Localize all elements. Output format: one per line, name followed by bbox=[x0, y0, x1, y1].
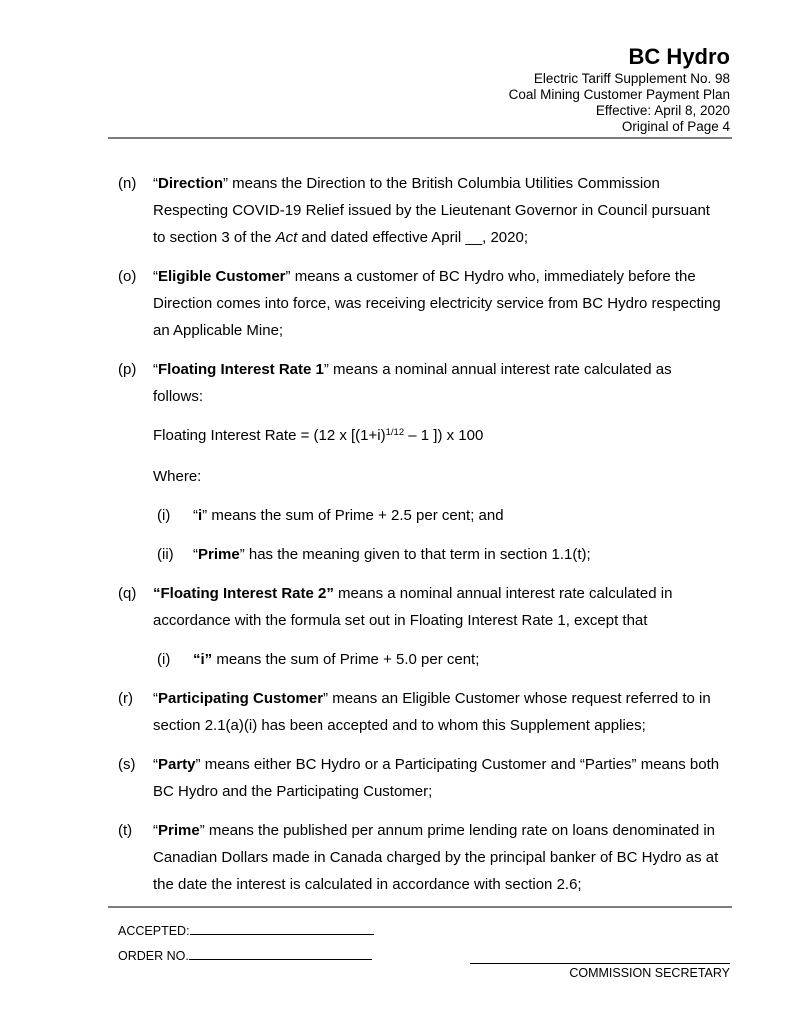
item-text: “i” means the sum of Prime + 5.0 per cent; bbox=[193, 651, 480, 668]
definition-item bbox=[118, 356, 725, 410]
definition-item bbox=[118, 170, 725, 251]
header-plan-line: Coal Mining Customer Payment Plan bbox=[508, 87, 730, 102]
item-label: (q) bbox=[118, 585, 137, 602]
commission-secretary-label: COMMISSION SECRETARY bbox=[569, 966, 730, 980]
header-effective-date: Effective: April 8, 2020 bbox=[595, 103, 730, 118]
definition-item bbox=[118, 685, 725, 739]
header-divider bbox=[108, 137, 732, 139]
item-label: (n) bbox=[118, 175, 137, 192]
footer-divider bbox=[108, 906, 732, 908]
company-name: BC Hydro bbox=[628, 44, 730, 69]
item-label: (t) bbox=[118, 822, 133, 839]
item-label: (p) bbox=[118, 361, 137, 378]
definition-item bbox=[118, 580, 725, 634]
definition-item bbox=[118, 263, 725, 344]
item-text: “i” means the sum of Prime + 2.5 per cent; and bbox=[193, 507, 504, 524]
order-number-label: ORDER NO. bbox=[118, 949, 189, 963]
item-text: “Participating Customer” means an Eligible Customer whose request referred to in section 2.1(a)(i) has been accepted and to whom this Supplement applies; bbox=[153, 690, 711, 734]
order-number-row bbox=[118, 944, 374, 969]
item-label: (ii) bbox=[157, 546, 174, 563]
item-label bbox=[118, 422, 153, 451]
item-text: “Party” means either BC Hydro or a Participating Customer and “Parties” means both BC Hydro and the Participating Customer; bbox=[153, 756, 720, 800]
order-number-blank-line bbox=[189, 947, 372, 960]
header-supplement-line: Electric Tariff Supplement No. 98 bbox=[533, 71, 730, 86]
definition-item bbox=[118, 817, 725, 898]
formula-line bbox=[118, 422, 725, 451]
signature-line bbox=[470, 949, 730, 964]
text-block bbox=[118, 463, 725, 490]
item-label: (o) bbox=[118, 268, 137, 285]
definitions-list bbox=[118, 170, 725, 910]
item-label: (s) bbox=[118, 756, 136, 773]
item-text: “Eligible Customer” means a customer of BC Hydro who, immediately before the Direction comes into force, was receiving electricity service from BC Hydro respecting an Applicable Mine; bbox=[153, 268, 721, 339]
item-label: (i) bbox=[157, 651, 171, 668]
item-text: “Prime” means the published per annum prime lending rate on loans denominated in Canadian Dollars made in Canada charged by the principal banker of BC Hydro as at the date the interest is calculated in accordance with section 2.6; bbox=[153, 822, 719, 893]
item-text: Where: bbox=[153, 468, 202, 485]
accepted-row bbox=[118, 919, 374, 944]
definition-item bbox=[118, 646, 725, 673]
accepted-blank-line bbox=[190, 922, 374, 935]
definition-item bbox=[118, 751, 725, 805]
item-label: (i) bbox=[157, 507, 171, 524]
item-text: “Direction” means the Direction to the British Columbia Utilities Commission Respecting COVID-19 Relief issued by the Lieutenant Governor in Council pursuant to section 3 of the Act and dated effective April __, 2020; bbox=[153, 175, 710, 246]
item-label: (r) bbox=[118, 690, 133, 707]
item-text: “Floating Interest Rate 2” means a nominal annual interest rate calculated in accordance with the formula set out in Floating Interest Rate 1, except that bbox=[153, 585, 673, 629]
page-header bbox=[509, 44, 730, 135]
item-text: Floating Interest Rate = (12 x [$(1+i)^{1/12} - 1$ ]) x 100 bbox=[153, 427, 484, 444]
signature-block bbox=[470, 949, 730, 981]
item-text: “Floating Interest Rate 1” means a nominal annual interest rate calculated as follows: bbox=[153, 361, 672, 405]
definition-item bbox=[118, 541, 725, 568]
item-text: “Prime” has the meaning given to that term in section 1.1(t); bbox=[193, 546, 591, 563]
accepted-label: ACCEPTED: bbox=[118, 924, 190, 938]
header-page-number: Original of Page 4 bbox=[621, 119, 730, 134]
item-label bbox=[118, 463, 153, 490]
definition-item bbox=[118, 502, 725, 529]
footer-acceptance-block bbox=[118, 919, 374, 969]
